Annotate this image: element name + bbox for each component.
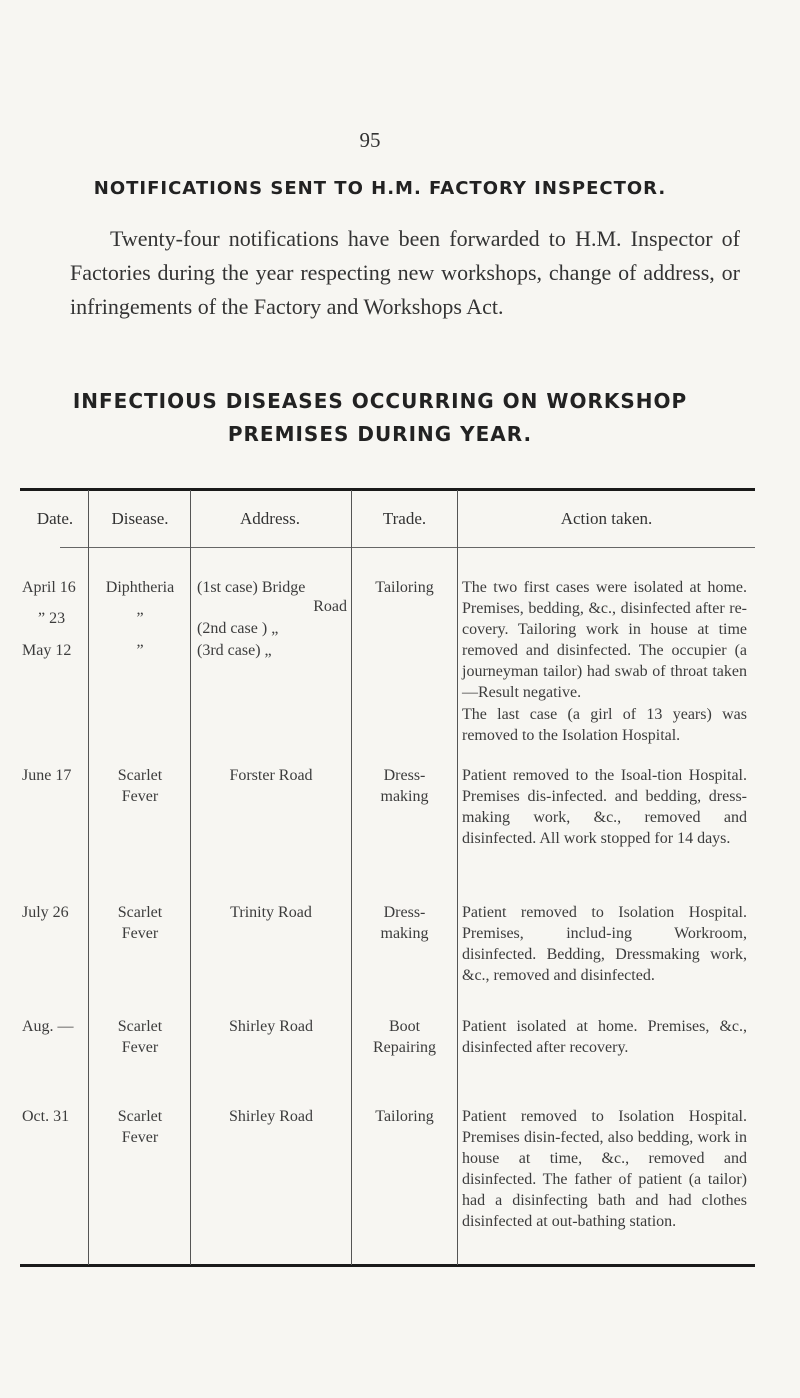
row5-date: Oct. 31 xyxy=(22,1108,70,1125)
row1-disease-3: ” xyxy=(136,642,144,659)
row2-disease-2: Fever xyxy=(121,788,159,805)
page-number: 95 xyxy=(359,128,381,152)
row1-action: The two first cases were isolated at home. Premises, bedding, &c., disinfected after re-covery. Tailoring work in house at time removed and disinfected. The occupier (a journeyman tailor) had swab of throat taken—Result negative. xyxy=(462,579,747,701)
row5-trade-1: Tailoring xyxy=(375,1108,434,1125)
column-divider-3 xyxy=(351,490,352,1265)
row2-trade-1: Dress- xyxy=(383,767,426,784)
header-bottom-rule xyxy=(60,547,755,548)
row1-address-2: Road xyxy=(313,598,347,615)
header-disease: Disease. xyxy=(111,509,169,528)
row1-address-4: (3rd case) „ xyxy=(197,642,272,659)
column-divider-1 xyxy=(88,490,89,1265)
row4-action: Patient isolated at home. Premises, &c., disinfected after recovery. xyxy=(462,1018,747,1056)
row1-disease-2: ” xyxy=(136,610,144,627)
row1-disease-1: Diphtheria xyxy=(105,579,175,596)
row5-disease-1: Scarlet xyxy=(117,1108,163,1125)
section-heading-notifications: NOTIFICATIONS SENT TO H.M. FACTORY INSPECTOR. xyxy=(93,178,667,199)
column-divider-2 xyxy=(190,490,191,1265)
header-action: Action taken. xyxy=(560,509,653,528)
intro-text: Twenty-four notifications have been forwarded to H.M. Inspector of Factories during the year respecting new workshops, change of address, or infringements of the Factory and Workshops Act. xyxy=(70,226,740,319)
row3-date: July 26 xyxy=(22,904,69,921)
row3-disease-2: Fever xyxy=(121,925,159,942)
row1-date-2: ” 23 xyxy=(38,610,66,627)
row5-action: Patient removed to Isolation Hospital. Premises disin-fected, also bedding, work in house at time, &c., removed and disinfected. The father of patient (a tailor) had a disinfecting bath and had clothes disinfected at out-bathing station. xyxy=(462,1108,747,1230)
row1-address-3: (2nd case ) „ xyxy=(197,620,279,637)
heading-line-1: INFECTIOUS DISEASES OCCURRING ON WORKSHOP xyxy=(72,389,688,413)
header-address: Address. xyxy=(240,509,300,528)
row4-trade-1: Boot xyxy=(388,1018,421,1035)
row2-date: June 17 xyxy=(22,767,72,784)
row3-address: Trinity Road xyxy=(230,904,312,921)
row4-disease-2: Fever xyxy=(121,1039,159,1056)
header-trade: Trade. xyxy=(382,509,427,528)
section-heading-infectious-diseases xyxy=(30,385,730,451)
table-top-rule xyxy=(20,488,755,491)
row4-date: Aug. — xyxy=(22,1018,74,1035)
row5-address: Shirley Road xyxy=(229,1108,313,1125)
column-divider-4 xyxy=(457,490,458,1265)
row1-date-3: May 12 xyxy=(22,642,72,659)
row3-trade-1: Dress- xyxy=(383,904,426,921)
row4-address: Shirley Road xyxy=(229,1018,313,1035)
row4-disease-1: Scarlet xyxy=(117,1018,163,1035)
row4-trade-2: Repairing xyxy=(372,1039,437,1056)
heading-line-2: PREMISES DURING YEAR. xyxy=(227,422,533,446)
row1-action-2: The last case (a girl of 13 years) was removed to the Isolation Hospital. xyxy=(462,706,747,744)
table-bottom-rule xyxy=(20,1264,755,1267)
row3-action: Patient removed to Isolation Hospital. Premises, includ-ing Workroom, disinfected. Bedding, Dressmaking work, &c., removed and disinfected. xyxy=(462,904,747,984)
intro-paragraph xyxy=(70,222,740,324)
row1-trade: Tailoring xyxy=(375,579,434,596)
row3-trade-2: making xyxy=(380,925,429,942)
row2-address: Forster Road xyxy=(229,767,313,784)
row1-date-1: April 16 xyxy=(22,579,76,596)
row2-action: Patient removed to the Isoal-tion Hospital. Premises dis-infected. and bedding, dress-making work, &c., removed and disinfected. All work stopped for 14 days. xyxy=(462,767,747,847)
header-date: Date. xyxy=(36,509,74,528)
row5-disease-2: Fever xyxy=(121,1129,159,1146)
row3-disease-1: Scarlet xyxy=(117,904,163,921)
row2-trade-2: making xyxy=(380,788,429,805)
row1-address-1: (1st case) Bridge xyxy=(197,579,306,596)
row2-disease-1: Scarlet xyxy=(117,767,163,784)
